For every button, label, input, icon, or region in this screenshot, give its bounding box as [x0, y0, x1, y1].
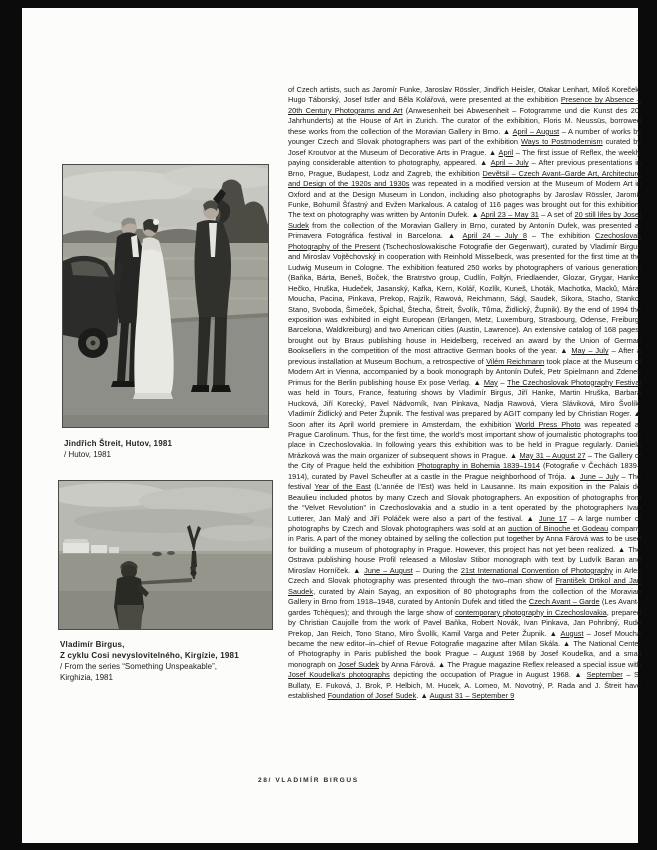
book-page — [22, 8, 641, 843]
page-footer: 28/ VLADIMÍR BIRGUS — [258, 777, 359, 784]
caption-1-translation: / Hutov, 1981 — [64, 450, 111, 459]
caption-2-title: Z cyklu Cosi nevyslovitelného, Kirgízie, 1981 — [60, 651, 239, 660]
caption-photo-1 — [64, 438, 172, 460]
photo-handstand-illustration — [59, 481, 272, 629]
caption-2-author: Vladimír Birgus, — [60, 640, 125, 649]
photo-handstand-kirghizia — [58, 480, 273, 630]
photo-wedding-illustration — [63, 165, 268, 427]
caption-1-title: Jindřich Štreit, Hutov, 1981 — [64, 439, 173, 448]
photo-wedding-hutov — [62, 164, 269, 428]
caption-photo-2 — [60, 639, 239, 683]
caption-2-location: Kirghizia, 1981 — [60, 673, 113, 682]
caption-2-translation: / From the series “Something Unspeakable”, — [60, 662, 217, 671]
article-text: of Czech artists, such as Jaromír Funke, Jaroslav Rössler, Jindřich Heisler, Otakar Lenhart, Miloš Koreček, Hugo Táborský, Josef Istler and Běla Kolářová, were presented at the exhibition Presence by Absence – 20th Century Photograms and Art (Anwesenheit bei Abwesenheit – Fotogramme und die Kunst des 20. Jahrhunderts) at the House of Art in Zurich. The curator of the exhibition, Floris M. Neussüs, borrowed these works from the collection of the Moravian Gallery in Brno. ▲ April – August – A number of works by younger Czech and Slovak photographers was part of the exhibition Ways to Postmodernism curated by Josef Kroutvor at the Museum of Decorative Arts in Prague. ▲ April – The first issue of Reflex, the weekly paying considerable attention to photography, appeared. ▲ April – July – After previous presentations in Brno, Prague, Budapest, Lodz and Zagreb, the exhibition Devětsil – Czech Avant–Garde Art, Architecture and Design of the 1920s and 1930s was repeated in a modified version at the Museum of Modern Art in Oxford and at the Design Museum in London, including also photographs by Jaroslav Rössler, Jaromír Funke, Bohumil Šťastný and Evžen Markalous. A catalog of 116 pages was brought out for this exhibition. The text on photography was written by Antonín Dufek. ▲ April 23 – May 31 – A set of 20 still lifes by Josef Sudek from the collection of the Moravian Gallery in Brno, curated by Antonín Dufek, was presented at Primavera Fotográfica festival in Barcelona. ▲ April 24 – July 8 – The exhibition Czechoslovak Photography of the Present (Tschechoslowakische Fotografie der Gegenwart), curated by Vladimír Birgus and Miroslav Vojtěchovský in cooperation with Reinhold Misselbeck, was presented for the first time at the Ludwig Museum in Cologne. The exhibition featured 250 works by photographers of various generations (Baňka, Bárta, Beneš, Boček, the Bratrstvo group, Cudlín, Foltýn, Friedlaender, Glozar, Grygar, Hanke, Hečko, Hruška, Hudeček, Jasanský, Kafka, Kern, Kolář, Kozlík, Kuneš, Lhoták, Machotka, Macků, Mára, Moucha, Pacina, Pinkava, Prekop, Rajzík, Rawová, Reichmann, Ságl, Saudek, Sikora, Stacho, Stanko, Stano, Svoboda, Šimeček, Špichal, Štecha, Štreit, Švolík, Tůma, Židlický, Župnik). By the end of 1994 the exposition was exhibited in eight European (Erlangen, Metz, Luxemburg, Strasbourg, Odense, Freiburg, Barcelona, Waldkreiburg) and two American cities (Austin, Lawrence). An extensive catalog of 168 pages, brought out by Braus publishing house in Heidelberg, received an award by the Union of German Booksellers in the competition of the most attractive German books of the year. ▲ May – July – After a previous installation at Museum Bochum, a retrospective of Vilém Reichmann took place at the Museum of Modern Art in Vienna, accompanied by a book monograph by Antonín Dufek, Petr Spielmann and Zdenek Primus for the Berlin publishing house Ex pose Verlag. ▲ May – The Czechoslovak Photography Festival was held in Tours, France, featuring shows by Vladimír Birgus, Jiří Hanke, Martin Hruška, Barbara Hucková, Jiří Korecký, Pavel Nádvorník, Ivan Pinkava, Nadja Rawová, Viera Sláviková, Miro Švolík, Vladimír Židlický and Peter Župnik. The festival was prepared by AGIT company led by Christian Roger. ▲ Soon after its April world premiere in Amsterdam, the exhibition World Press Photo was repeated at Prague Carolinum. Thus, for the first time, the world's most important show of journalistic photographs took place in Czechoslovakia. In following years this exhibition was to be held in Prague regularly. Daniela Mrázková was the main organizer of subsequent shows in Prague. ▲ May 31 – August 27 – The Gallery of the City of Prague held the exhibition Photography in Bohemia 1839–1914 (Fotografie v Čechách 1839–1914), curated by Pavel Scheufler at a castle in the Prague neighborhood of Trója. ▲ June – July – The festival Year of the East (L'année de l'Est) was held in Lausanne. Its main exposition in the Palais de Beaulieu included photos by many Czech and Slovak photographers. An exposition of photographs from the “Velvet Revolution” in Czechoslovakia and a studio in a tent operated by the photographers Ivan Lutterer, Jan Malý and Jiří Poláček were also a part of the festival. ▲ June 17 – A large number of photographs by Czech and Slovak photographers was sold at an auction of Binoche et Godeau company in Paris. A part of the money obtained by selling the collection put together by Anna Fárová was to be used for building a museum of photography in Prague. However, this project has not yet been realized. ▲ The Ostrava publishing house Profil released a Miloslav Stibor monograph with text by Ludvík Baran and Miroslav Horníček. ▲ June – August – During the 21st International Convention of Photography in Arles Czech and Slovak photography was presented through the two–man show of František Drtikol and Jan Saudek, curated by Alain Sayag, an exposition of 80 photographs from the collection of the Moravian Gallery in Brno from 1918–1948, curated by Antonín Dufek and titled the Czech Avant – Garde (Les Avant–gardes Tchèques); and through the large show of contemporary photography in Czechoslovakia, prepared by Christian Caujolle from the work of Pavel Baňka, Robert Novák, Ivan Pinkava, Jan Pohribný, Rudo Prekop, Jan Reich, Tono Stano, Miro Švolík, Kamil Varga and Peter Župnik. ▲ August – Josef Moucha became the new editor–in–chief of Revue Fotografie magazine after Milan Skála. ▲ The National Center of Photography in Paris published the book Prague – August 1968 by Josef Koudelka, and a small monograph on Josef Sudek by Anna Fárová. ▲ The Prague magazine Reflex released a special issue with Josef Koudelka's photographs depicting the occupation of Prague in August 1968. ▲ September – S. Bullaty, E. Fuková, J. Brok, P. Helbich, M. Hucek, A. Lomeo, M. Novotný, P. Rada and J. Štreit have established Foundation of Josef Sudek. ▲ August 31 – September 9 — [288, 85, 641, 701]
